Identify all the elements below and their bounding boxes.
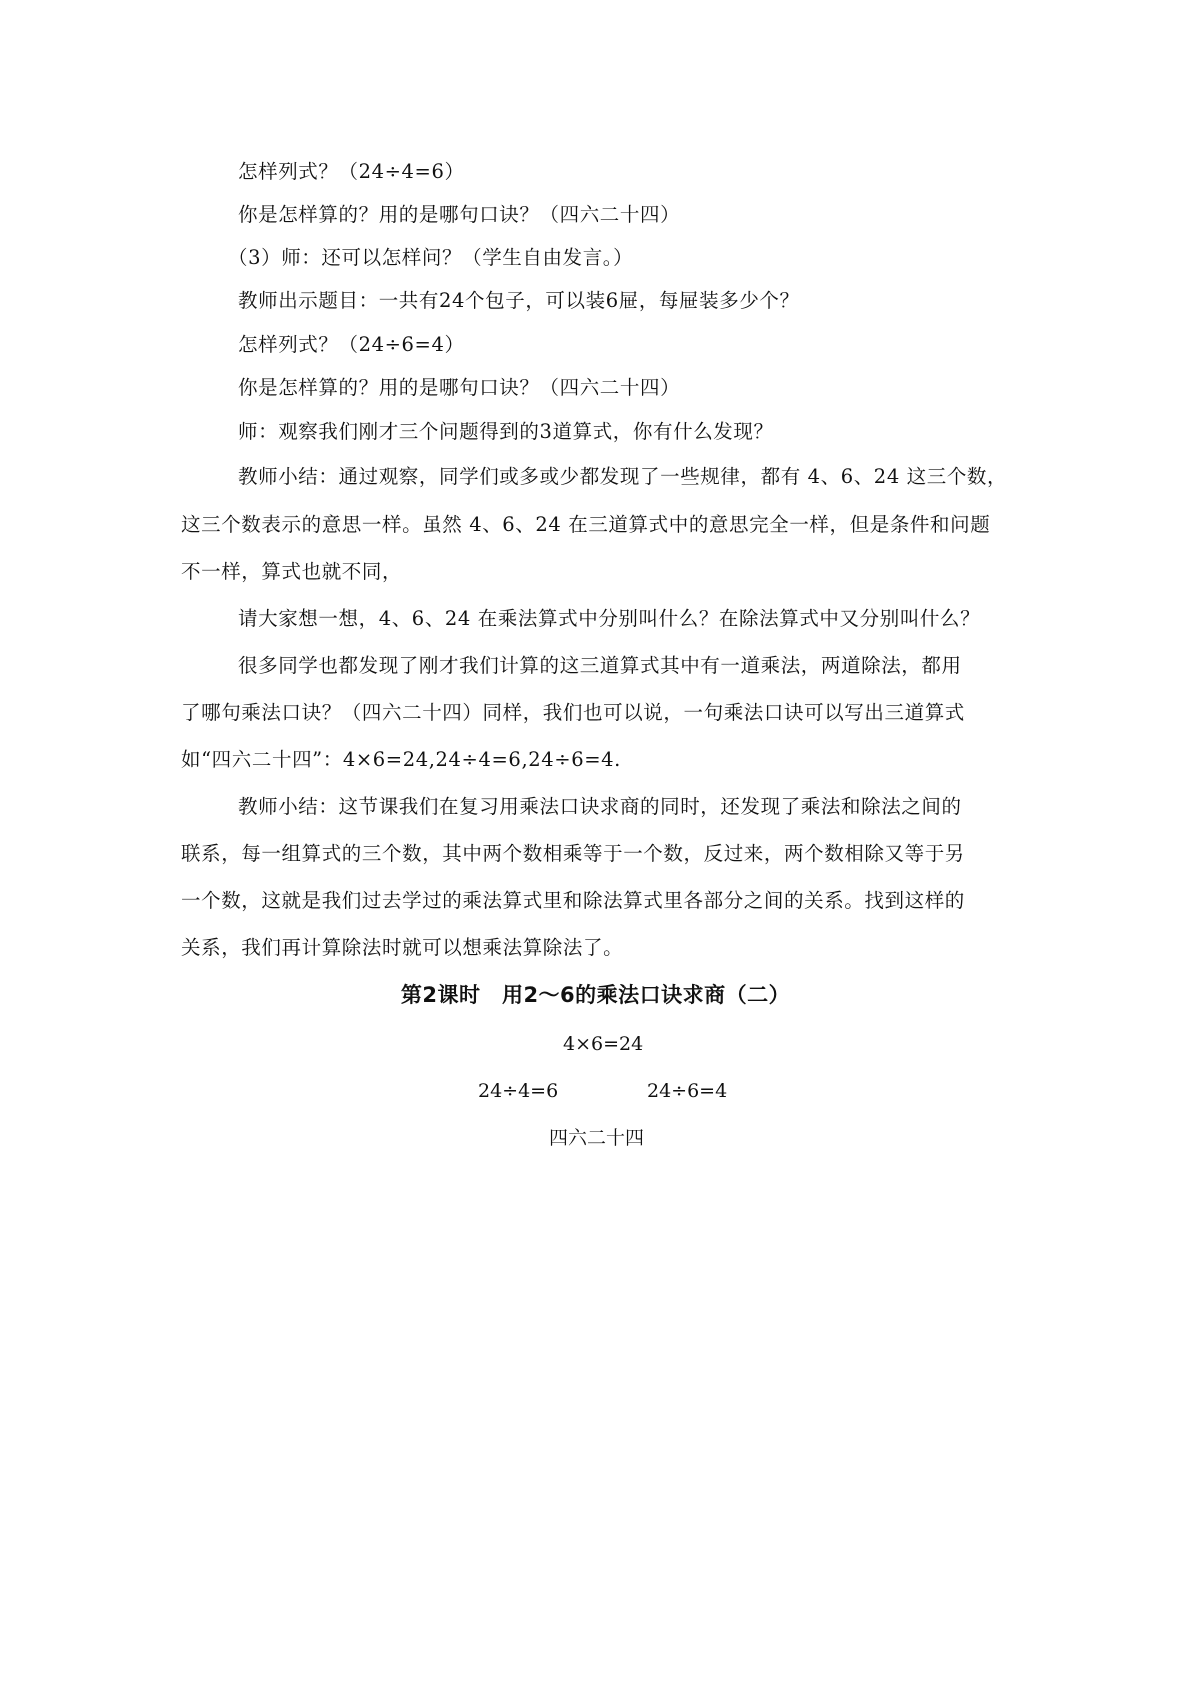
paragraph-line: 关系，我们再计算除法时就可以想乘法算除法了。 xyxy=(181,936,624,959)
paragraph-line: 如“四六二十四”：4×6=24,24÷4=6,24÷6=4. xyxy=(181,748,621,771)
paragraph-line: 你是怎样算的？用的是哪句口诀？（四六二十四） xyxy=(238,376,681,399)
paragraph-line: 怎样列式？（24÷6=4） xyxy=(238,333,465,356)
board-rhyme: 四六二十四 xyxy=(549,1127,645,1149)
paragraph-line: 联系，每一组算式的三个数，其中两个数相乘等于一个数，反过来，两个数相除又等于另 xyxy=(181,842,965,865)
paragraph-line: 教师小结：这节课我们在复习用乘法口诀求商的同时，还发现了乘法和除法之间的 xyxy=(238,795,962,818)
paragraph-line: 了哪句乘法口诀？（四六二十四）同样，我们也可以说，一句乘法口诀可以写出三道算式 xyxy=(181,701,965,724)
paragraph-line: 怎样列式？（24÷4=6） xyxy=(238,160,465,183)
paragraph-line: 请大家想一想，4、6、24 在乘法算式中分别叫什么？在除法算式中又分别叫什么？ xyxy=(238,607,981,630)
paragraph-line: 教师出示题目：一共有24个包子，可以装6屉，每屉装多少个？ xyxy=(238,289,800,312)
paragraph-line: 很多同学也都发现了刚才我们计算的这三道算式其中有一道乘法，两道除法，都用 xyxy=(238,654,962,677)
paragraph-line: 一个数，这就是我们过去学过的乘法算式里和除法算式里各部分之间的关系。找到这样的 xyxy=(181,889,965,912)
paragraph-line: 不一样，算式也就不同， xyxy=(181,560,403,583)
board-division-left: 24÷4=6 xyxy=(478,1080,559,1102)
board-multiplication: 4×6=24 xyxy=(563,1033,644,1055)
paragraph-line: 这三个数表示的意思一样。虽然 4、6、24 在三道算式中的意思完全一样，但是条件和问题 xyxy=(181,513,991,536)
board-division-right: 24÷6=4 xyxy=(647,1080,728,1102)
paragraph-line: 教师小结：通过观察，同学们或多或少都发现了一些规律，都有 4、6、24 这三个数， xyxy=(238,465,1008,488)
paragraph-line: （3）师：还可以怎样问？（学生自由发言。） xyxy=(228,246,634,269)
section-title: 第2课时 用2～6的乘法口诀求商（二） xyxy=(400,983,791,1007)
paragraph-line: 你是怎样算的？用的是哪句口诀？（四六二十四） xyxy=(238,203,681,226)
paragraph-line: 师：观察我们刚才三个问题得到的3道算式，你有什么发现？ xyxy=(238,420,774,443)
